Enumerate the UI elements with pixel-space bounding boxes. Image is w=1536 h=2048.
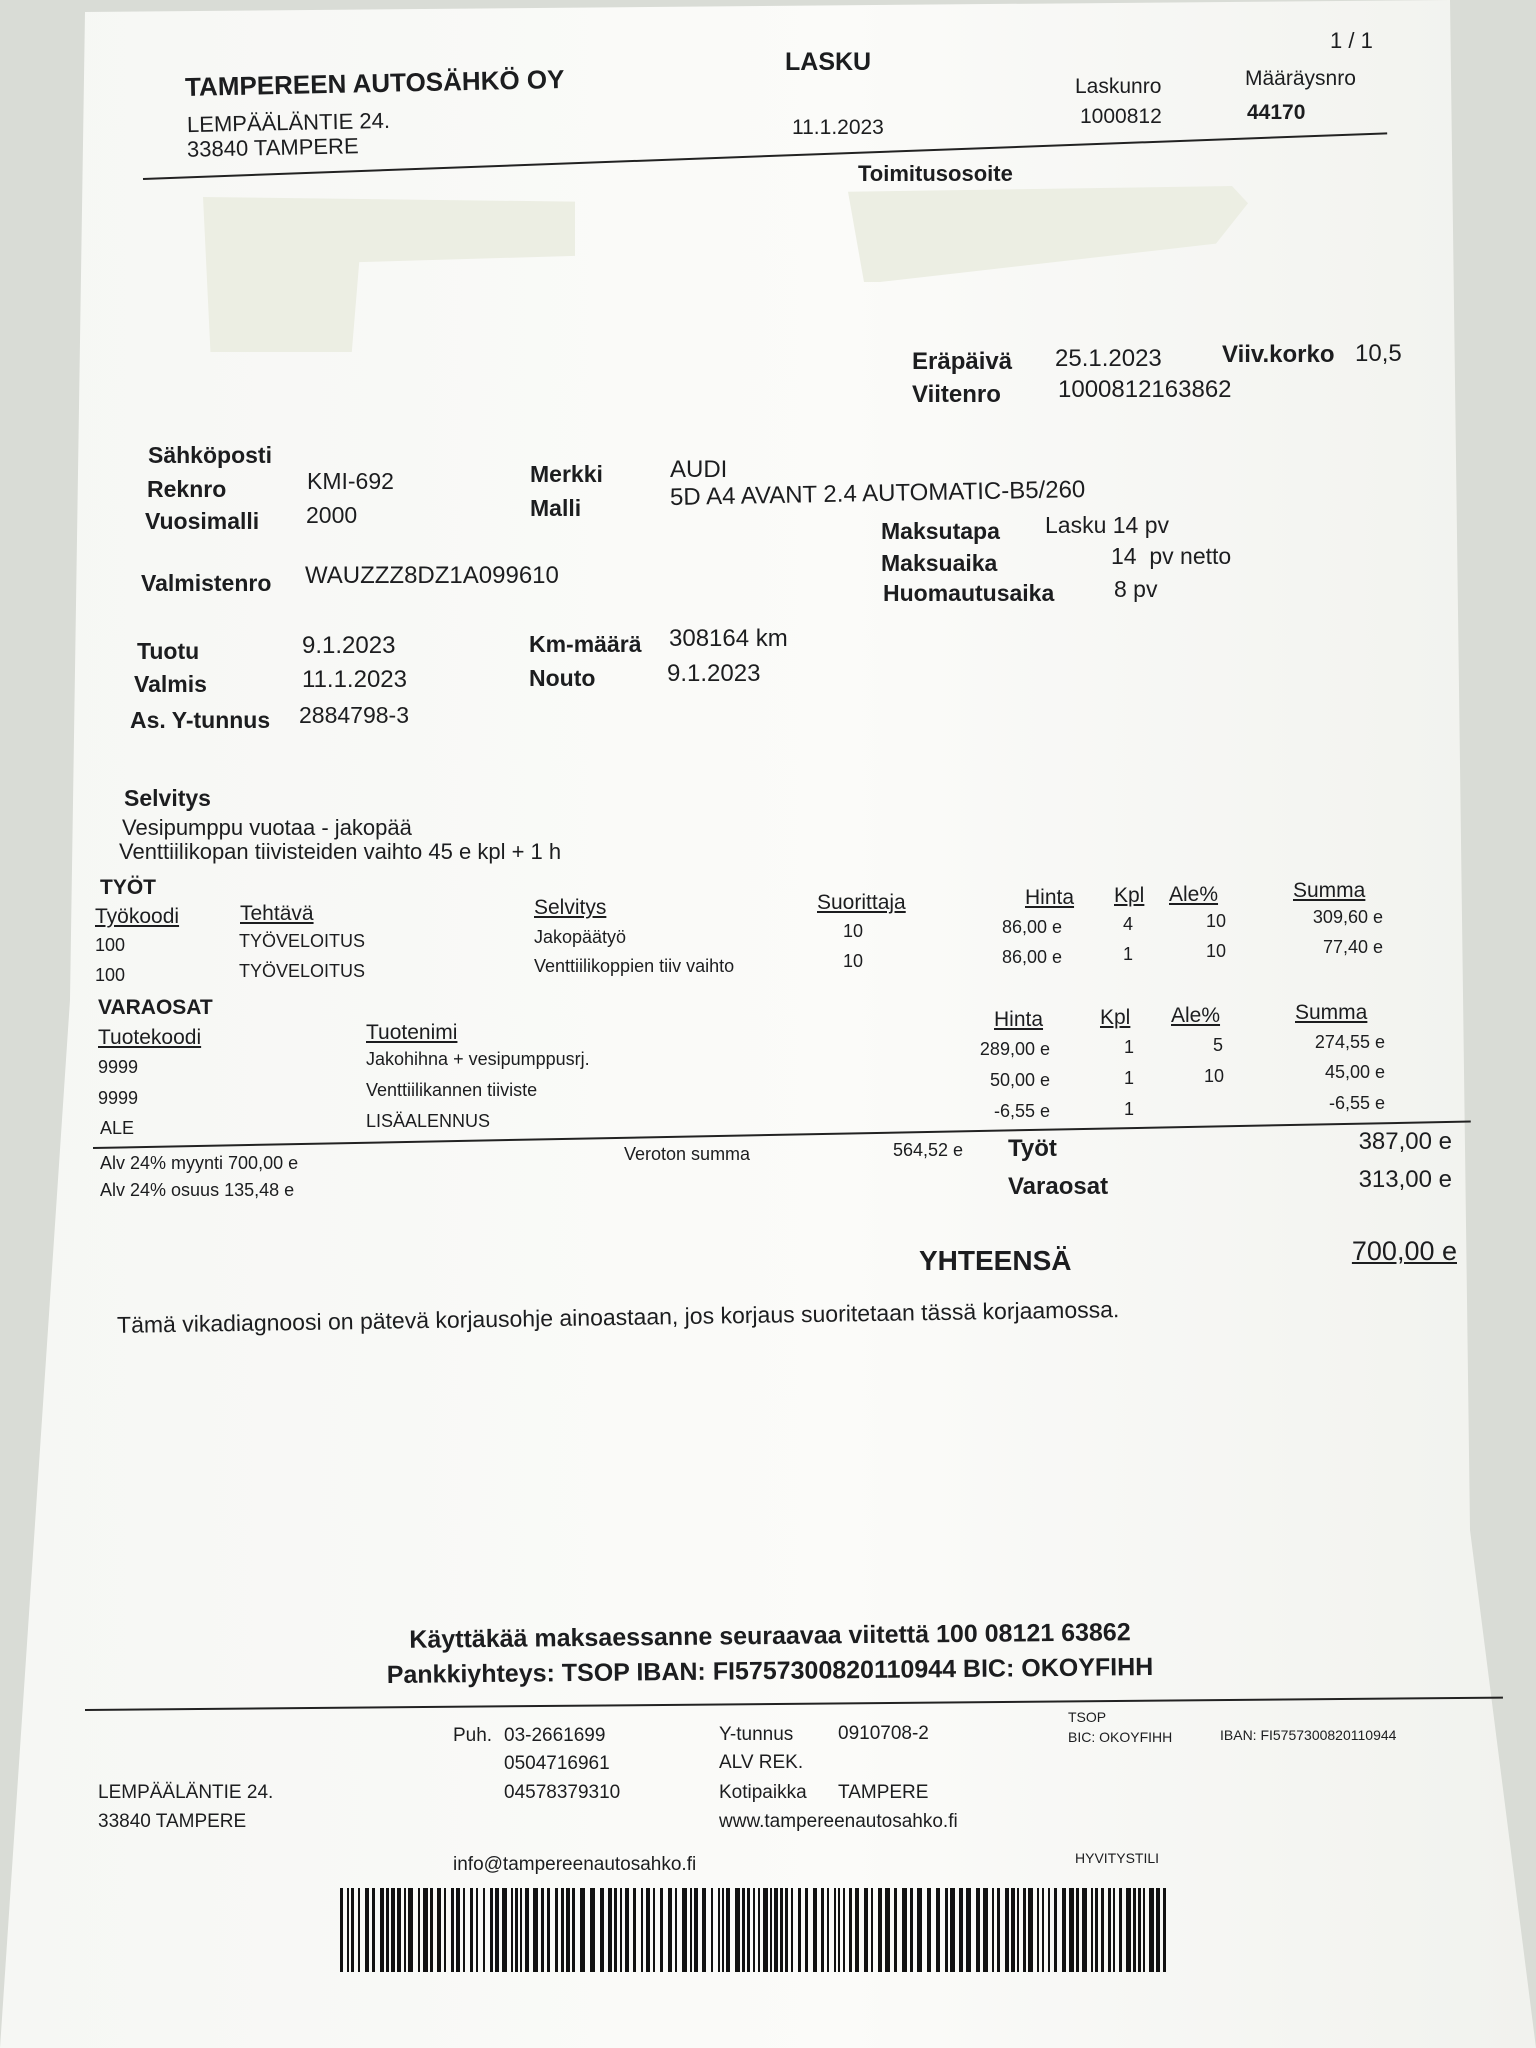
email-label: Sähköposti (148, 442, 272, 468)
labor-row-2-sum: 77,40 e (1322, 937, 1383, 957)
company-name: TAMPEREEN AUTOSÄHKÖ OY (184, 64, 565, 102)
vat-registration: ALV REK. (719, 1752, 804, 1773)
model-label: Malli (530, 495, 582, 521)
parts-row-3-qty: 1 (1124, 1099, 1135, 1119)
vin: WAUZZZ8DZ1A099610 (305, 562, 559, 589)
explanation-label: Selvitys (124, 785, 211, 811)
phone-2: 0504716961 (504, 1753, 610, 1774)
labor-row-2-disc: 10 (1206, 941, 1227, 961)
grand-total: 700,00 e (1351, 1236, 1457, 1266)
labor-row-1-desc: Jakopäätyö (534, 927, 627, 947)
footer-rule (85, 1697, 1503, 1711)
delivery-address-label: Toimitusosoite (858, 161, 1013, 186)
customer-id: 2884798-3 (299, 702, 409, 728)
ready-date: 11.1.2023 (302, 666, 407, 693)
labor-header-disc: Ale% (1169, 883, 1219, 906)
bank-iban: IBAN: FI5757300820110944 (1220, 1727, 1397, 1743)
vat-share: Alv 24% osuus 135,48 e (100, 1180, 295, 1200)
parts-row-3-code: ALE (100, 1118, 135, 1138)
labor-row-2-qty: 1 (1123, 944, 1134, 964)
due-date: 25.1.2023 (1055, 345, 1162, 372)
labor-header-desc: Selvitys (534, 896, 607, 919)
payment-method-label: Maksutapa (881, 518, 1000, 544)
interest-rate: 10,5 (1355, 340, 1402, 367)
invoice-title: LASKU (785, 48, 872, 76)
labor-total: 387,00 e (1358, 1128, 1452, 1155)
company-city: 33840 TAMPERE (186, 133, 359, 162)
labor-row-1-worker: 10 (843, 921, 864, 941)
parts-row-2-disc: 10 (1204, 1066, 1225, 1086)
brought-date: 9.1.2023 (302, 632, 396, 659)
labor-row-2-price: 86,00 e (1001, 947, 1062, 967)
footer-street: LEMPÄÄLÄNTIE 24. (98, 1782, 274, 1803)
labor-row-1-task: TYÖVELOITUS (239, 931, 366, 951)
due-date-label: Eräpäivä (912, 348, 1013, 375)
labor-header-task: Tehtävä (240, 902, 314, 925)
order-number-label: Määräysnro (1245, 67, 1356, 90)
parts-total-label: Varaosat (1008, 1173, 1109, 1200)
parts-row-2-code: 9999 (98, 1088, 139, 1108)
page-number: 1 / 1 (1330, 28, 1373, 53)
bank-details-line: Pankkiyhteys: TSOP IBAN: FI5757300820110944 BIC: OKOYFIHH (386, 1652, 1154, 1690)
notice-time-label: Huomautusaika (883, 580, 1055, 606)
labor-row-2-code: 100 (95, 965, 126, 985)
labor-section-title: TYÖT (100, 876, 156, 899)
parts-header-sum: Summa (1295, 1001, 1368, 1024)
invoice-date: 11.1.2023 (792, 116, 884, 139)
parts-header-code: Tuotekoodi (98, 1026, 202, 1049)
vin-label: Valmistenro (141, 570, 272, 596)
customer-id-label: As. Y-tunnus (130, 707, 271, 733)
grand-total-label: YHTEENSÄ (919, 1245, 1072, 1276)
barcode (340, 1888, 1172, 1972)
order-number: 44170 (1247, 101, 1306, 124)
parts-row-1-price: 289,00 e (979, 1039, 1050, 1059)
parts-row-3-price: -6,55 e (993, 1101, 1050, 1121)
model-year: 2000 (306, 502, 358, 528)
ytunnus-label: Y-tunnus (719, 1724, 794, 1745)
year-label: Vuosimalli (145, 508, 260, 534)
explanation-line-1: Vesipumppu vuotaa - jakopää (122, 815, 412, 840)
parts-row-3-name: LISÄALENNUS (366, 1111, 491, 1131)
parts-section-title: VARAOSAT (98, 996, 213, 1019)
labor-row-1-price: 86,00 e (1001, 917, 1062, 937)
labor-row-1-qty: 4 (1123, 914, 1134, 934)
model: 5D A4 AVANT 2.4 AUTOMATIC-B5/260 (669, 476, 1086, 511)
phone-1: 03-2661699 (504, 1725, 606, 1746)
interest-label: Viiv.korko (1222, 341, 1335, 368)
labor-total-label: Työt (1008, 1135, 1057, 1162)
parts-row-2-qty: 1 (1124, 1068, 1135, 1088)
phone-3: 04578379310 (504, 1782, 621, 1803)
labor-row-2-desc: Venttiilikoppien tiiv vaihto (534, 956, 735, 976)
brand: AUDI (670, 456, 728, 483)
website-link[interactable]: www.tampereenautosahko.fi (719, 1811, 958, 1832)
km-value: 308164 km (669, 625, 788, 652)
reference-number: 1000812163862 (1058, 376, 1232, 403)
parts-header-disc: Ale% (1171, 1004, 1221, 1027)
payment-reference-line: Käyttäkää maksaessanne seuraavaa viitettä 100 08121 63862 (409, 1618, 1131, 1654)
parts-row-1-sum: 274,55 e (1314, 1032, 1385, 1052)
credit-account-label: HYVITYSTILI (1075, 1850, 1160, 1866)
parts-header-qty: Kpl (1100, 1006, 1131, 1029)
labor-header-price: Hinta (1025, 886, 1075, 909)
parts-row-2-name: Venttiilikannen tiiviste (366, 1080, 538, 1100)
parts-row-2-price: 50,00 e (989, 1070, 1050, 1090)
payment-time-label: Maksuaika (881, 550, 998, 576)
notice-time: 8 pv (1114, 576, 1158, 602)
reg-label: Reknro (147, 476, 227, 502)
labor-row-1-disc: 10 (1206, 911, 1227, 931)
domicile: TAMPERE (838, 1782, 929, 1803)
brought-label: Tuotu (137, 638, 200, 664)
labor-header-code: Työkoodi (95, 905, 180, 928)
net-sum: 564,52 e (893, 1140, 964, 1160)
invoice-number: 1000812 (1080, 105, 1162, 128)
phone-label: Puh. (453, 1725, 493, 1746)
km-label: Km-määrä (529, 631, 642, 657)
invoice-number-label: Laskunro (1075, 75, 1162, 98)
parts-row-1-disc: 5 (1213, 1035, 1224, 1055)
redacted-billing-address (203, 197, 575, 352)
labor-row-1-code: 100 (95, 935, 126, 955)
parts-row-3-sum: -6,55 e (1328, 1093, 1385, 1113)
explanation-line-2: Venttiilikopan tiivisteiden vaihto 45 e kpl + 1 h (119, 839, 562, 864)
labor-header-qty: Kpl (1114, 884, 1145, 907)
footer-city: 33840 TAMPERE (98, 1811, 247, 1832)
labor-row-2-worker: 10 (843, 951, 864, 971)
brand-label: Merkki (530, 461, 603, 487)
parts-total: 313,00 e (1358, 1166, 1452, 1193)
pickup-label: Nouto (529, 665, 596, 691)
ytunnus: 0910708-2 (838, 1723, 929, 1744)
company-street: LEMPÄÄLÄNTIE 24. (186, 107, 391, 138)
reference-label: Viitenro (912, 381, 1001, 408)
labor-header-worker: Suorittaja (817, 891, 906, 914)
net-sum-label: Veroton summa (624, 1144, 751, 1164)
payment-time: 14 pv netto (1111, 543, 1232, 569)
parts-header-name: Tuotenimi (366, 1021, 458, 1044)
labor-row-2-task: TYÖVELOITUS (239, 961, 366, 981)
bank-bic: BIC: OKOYFIHH (1068, 1729, 1173, 1745)
labor-header-sum: Summa (1293, 879, 1366, 902)
ready-label: Valmis (134, 671, 207, 697)
parts-row-1-qty: 1 (1124, 1037, 1135, 1057)
email-link[interactable]: info@tampereenautosahko.fi (453, 1854, 697, 1875)
domicile-label: Kotipaikka (719, 1782, 807, 1803)
reg-number: KMI-692 (307, 468, 394, 494)
parts-row-1-name: Jakohihna + vesipumppusrj. (366, 1049, 590, 1069)
parts-row-2-sum: 45,00 e (1324, 1062, 1385, 1082)
payment-method: Lasku 14 pv (1045, 512, 1170, 538)
vat-sales: Alv 24% myynti 700,00 e (100, 1153, 299, 1173)
labor-row-1-sum: 309,60 e (1312, 907, 1383, 927)
pickup-date: 9.1.2023 (667, 660, 761, 687)
parts-row-1-code: 9999 (98, 1057, 139, 1077)
diagnosis-note: Tämä vikadiagnoosi on pätevä korjausohje ainoastaan, jos korjaus suoritetaan tässä korjaamossa. (116, 1296, 1120, 1338)
redacted-delivery-address (848, 186, 1248, 282)
totals-rule (93, 1118, 1471, 1149)
bank-name: TSOP (1068, 1709, 1107, 1725)
parts-header-price: Hinta (994, 1008, 1044, 1031)
